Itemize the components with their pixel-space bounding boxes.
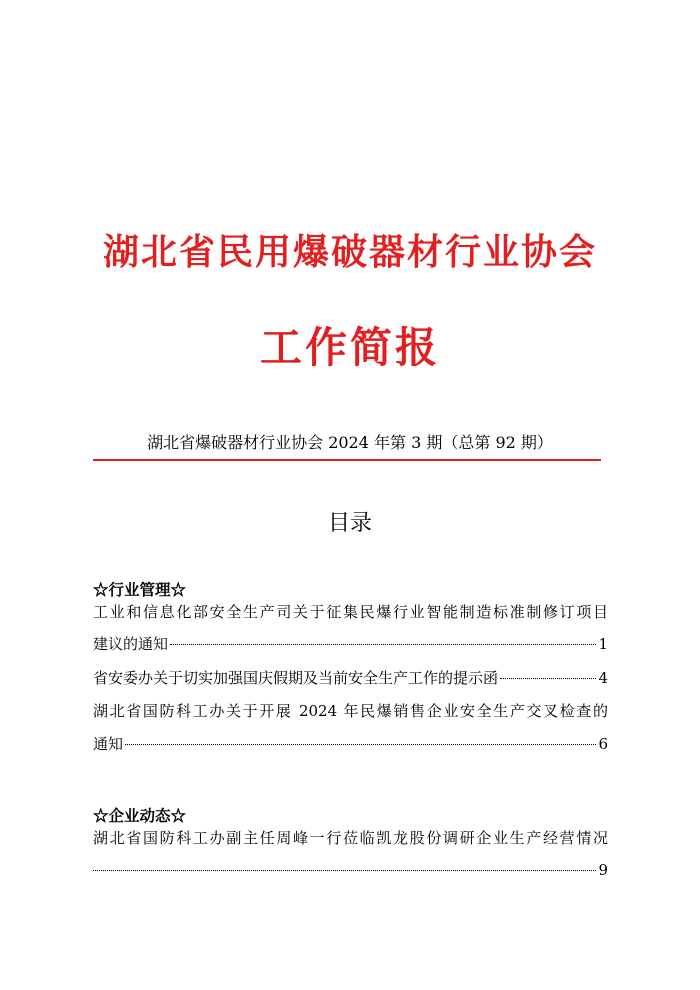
toc-entry[interactable]: [93, 858, 608, 882]
org-title: 湖北省民用爆破器材行业协会: [102, 232, 597, 273]
page-number: 1: [598, 635, 608, 653]
toc-entry-line[interactable]: 湖北省国防科工办关于开展 2024 年民爆销售企业安全生产交叉检查的: [93, 702, 608, 720]
toc-entry[interactable]: [93, 666, 608, 690]
toc-heading: 目录: [327, 511, 372, 536]
toc-entry-text: 省安委办关于切实加强国庆假期及当前安全生产工作的提示函: [93, 669, 499, 687]
dot-leader: [93, 870, 596, 871]
toc-entry-text: 通知: [93, 735, 124, 753]
issue-line: 湖北省爆破器材行业协会 2024 年第 3 期（总第 92 期）: [147, 433, 553, 452]
page-number: 9: [598, 861, 608, 879]
toc-entry-line[interactable]: 工业和信息化部安全生产司关于征集民爆行业智能制造标准制修订项目: [93, 603, 608, 621]
toc-entry-line[interactable]: 湖北省国防科工办副主任周峰一行莅临凯龙股份调研企业生产经营情况: [93, 829, 608, 847]
page-number: 6: [598, 735, 608, 753]
toc-entry-text: 建议的通知: [93, 635, 169, 653]
dot-leader: [170, 644, 596, 645]
brief-title: 工作简报: [259, 323, 440, 372]
toc-entry[interactable]: [93, 732, 608, 756]
section-title-enterprise-news: ☆企业动态☆: [93, 806, 187, 825]
page-number: 4: [598, 669, 608, 687]
section-title-industry-management: ☆行业管理☆: [93, 580, 187, 599]
toc-entry[interactable]: [93, 632, 608, 656]
red-divider: [93, 459, 601, 461]
dot-leader: [125, 744, 596, 745]
dot-leader: [500, 678, 596, 679]
